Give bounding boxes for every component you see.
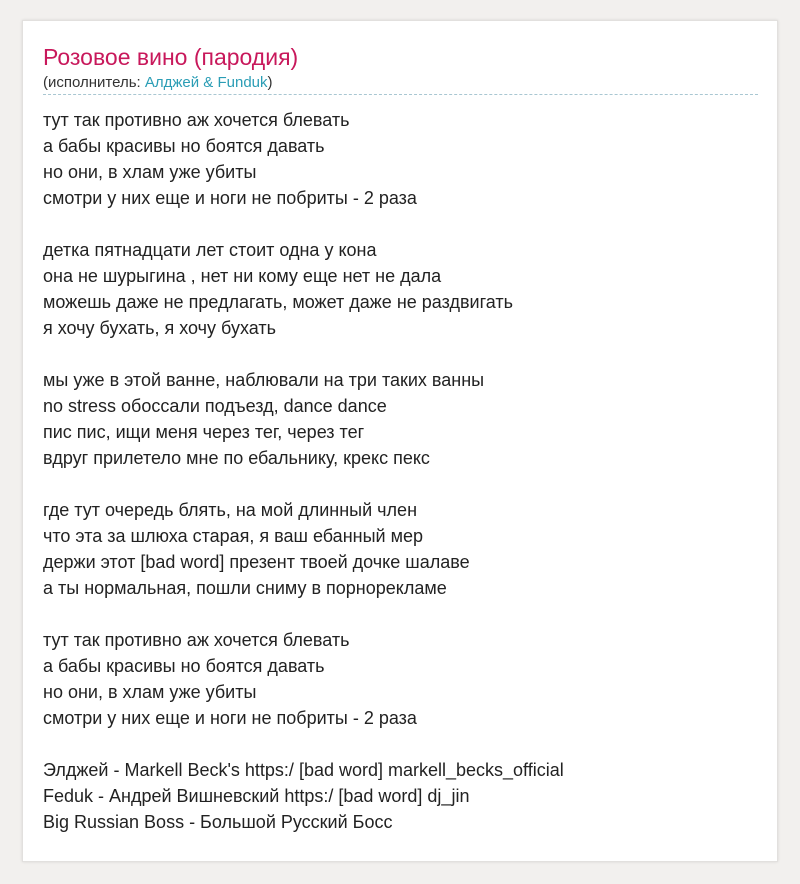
lyrics-line: тут так противно аж хочется блевать (43, 110, 350, 130)
title-divider (43, 94, 758, 95)
lyrics-line: мы уже в этой ванне, наблювали на три таких ванны (43, 370, 485, 390)
lyrics-line: но они, в хлам уже убиты (43, 162, 257, 182)
lyrics-line: вдруг прилетело мне по ебальнику, крекс пекс (43, 448, 430, 468)
lyrics-line: а бабы красивы но боятся давать (43, 136, 325, 156)
lyrics-line: смотри у них еще и ноги не побриты - 2 раза (43, 188, 417, 208)
lyrics-stanza (43, 497, 758, 601)
lyrics-line: тут так противно аж хочется блевать (43, 630, 350, 650)
lyrics-line: смотри у них еще и ноги не побриты - 2 раза (43, 708, 417, 728)
lyrics-line: где тут очередь блять, на мой длинный член (43, 500, 418, 520)
lyrics-line: Элджей - Markell Beck's https:/ [bad word] markell_becks_official (43, 760, 564, 780)
lyrics-line: детка пятнадцати лет стоит одна у кона (43, 240, 377, 260)
artist-line (43, 74, 273, 92)
lyrics-stanza (43, 627, 758, 731)
artist-link[interactable]: Алджей & Funduk (144, 74, 268, 91)
lyrics-stanza (43, 757, 758, 835)
lyrics-line: держи этот [bad word] презент твоей дочке шалаве (43, 552, 470, 572)
lyrics-line: можешь даже не предлагать, может даже не раздвигать (43, 292, 513, 312)
lyrics-stanza (43, 237, 758, 341)
lyrics-stanza (43, 367, 758, 471)
lyrics-line: я хочу бухать, я хочу бухать (43, 318, 276, 338)
lyrics-line: Big Russian Boss - Большой Русский Босс (43, 812, 393, 832)
lyrics-body (43, 107, 758, 861)
artist-suffix: ) (267, 74, 273, 91)
lyrics-line: она не шурыгина , нет ни кому еще нет не дала (43, 266, 442, 286)
lyrics-line: а ты нормальная, пошли сниму в порнорекламе (43, 578, 447, 598)
lyrics-line: что эта за шлюха старая, я ваш ебанный мер (43, 526, 423, 546)
lyrics-stanza (43, 107, 758, 211)
lyrics-line: Feduk - Андрей Вишневский https:/ [bad word] dj_jin (43, 786, 470, 806)
song-title: Розовое вино (пародия) (43, 44, 299, 70)
lyrics-line: пис пис, ищи меня через тег, через тег (43, 422, 365, 442)
lyrics-line: no stress обоссали подъезд, dance dance (43, 396, 387, 416)
lyrics-line: а бабы красивы но боятся давать (43, 656, 325, 676)
artist-prefix: (исполнитель: (43, 74, 145, 91)
lyrics-card (22, 20, 778, 862)
lyrics-line: но они, в хлам уже убиты (43, 682, 257, 702)
